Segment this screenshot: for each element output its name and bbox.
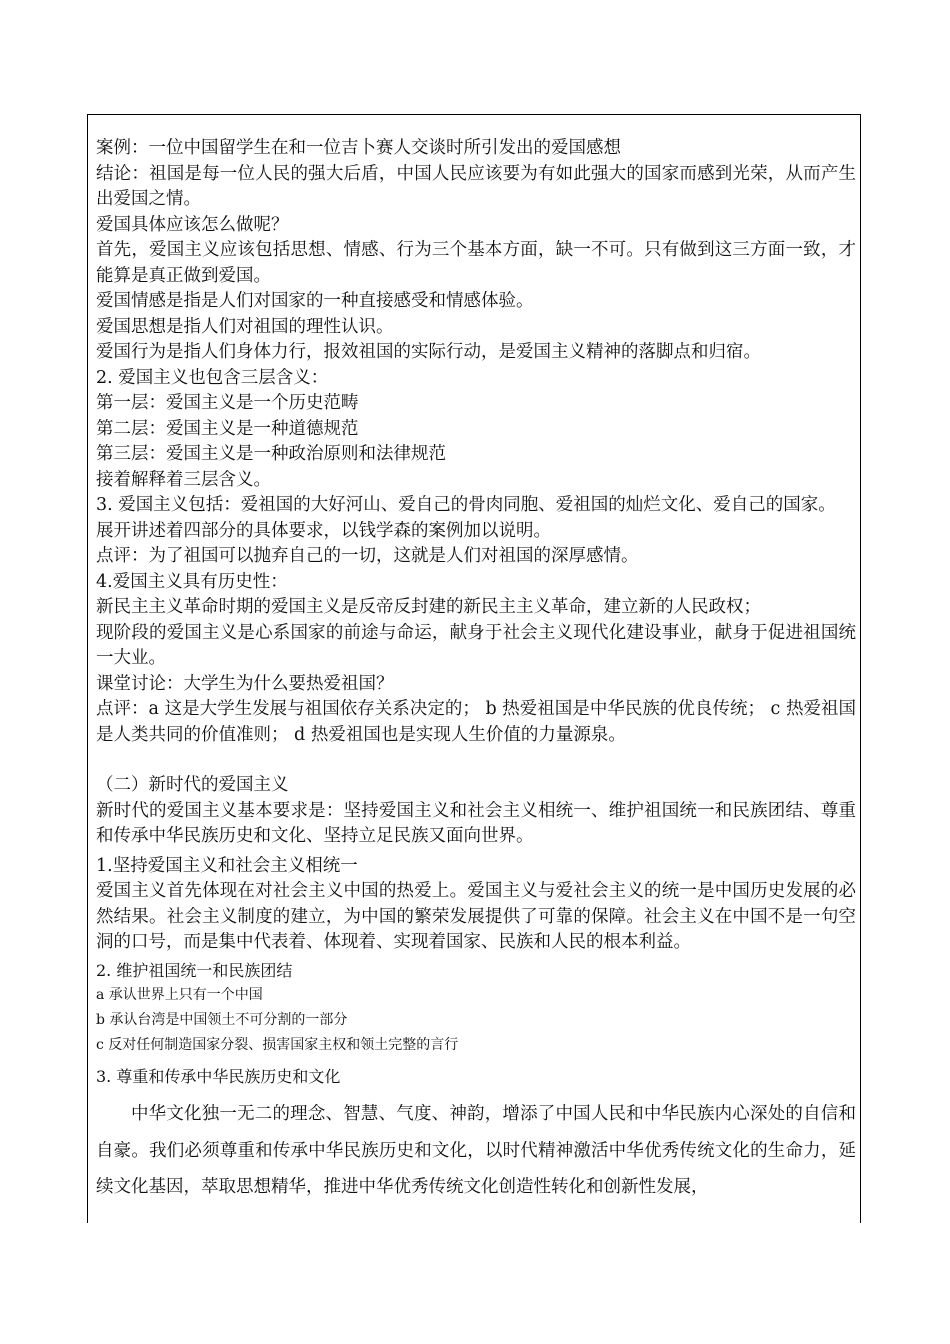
blank-line [96, 748, 856, 773]
expand-line: 展开讲述着四部分的具体要求，以钱学森的案例加以说明。 [96, 520, 551, 541]
item-3-body: 中华文化独一无二的理念、智慧、气度、神韵，增添了中国人民和中华民族内心深处的自信和自豪。我们必须尊重和传承中华民族历史和文化，以时代精神激活中华优秀传统文化的生命力，延续文化基因，萃取思想精华，推进中华优秀传统文化创造性转化和创新性发展， [96, 1104, 856, 1197]
explain-line: 接着解释着三层含义。 [96, 469, 271, 490]
first-point-paragraph: 首先，爱国主义应该包括思想、情感、行为三个基本方面，缺一不可。只有做到这三方面一致，才能算是真正做到爱国。 [96, 240, 856, 286]
item-1-title: 1.坚持爱国主义和社会主义相统一 [96, 855, 358, 876]
new-democratic-line: 新民主主义革命时期的爱国主义是反帝反封建的新民主主义革命，建立新的人民政权； [96, 597, 761, 617]
item-3-title: 3. 尊重和传承中华民族历史和文化 [96, 1067, 341, 1086]
point-3-paragraph: 3. 爱国主义包括：爱祖国的大好河山、爱自己的骨肉同胞、爱祖国的灿烂文化、爱自己的国家。 [96, 495, 836, 515]
layer-1-line: 第一层：爱国主义是一个历史范畴 [96, 393, 359, 413]
layer-2-line: 第二层：爱国主义是一种道德规范 [96, 418, 359, 439]
conclusion-paragraph: 结论：祖国是每一位人民的强大后盾，中国人民应该要为有如此强大的国家而感到光荣，从而产生出爱国之情。 [96, 163, 856, 209]
item-2-point-b: b 承认台湾是中国领土不可分割的一部分 [96, 1012, 348, 1028]
current-stage-paragraph: 现阶段的爱国主义是心系国家的前途与命运，献身于社会主义现代化建设事业，献身于促进祖国统一大业。 [96, 622, 856, 668]
point-2-heading: 2. 爱国主义也包含三层含义： [96, 367, 329, 388]
item-1-body: 爱国主义首先体现在对社会主义中国的热爱上。爱国主义与爱社会主义的统一是中国历史发展的必然结果。社会主义制度的建立，为中国的繁荣发展提供了可靠的保障。社会主义在中国不是一句空洞的口号，而是集中代表着、体现着、实现着国家、民族和人民的根本利益。 [96, 881, 856, 952]
item-2-point-c: c 反对任何制造国家分裂、损害国家主权和领土完整的言行 [96, 1037, 459, 1053]
item-2-point-a: a 承认世界上只有一个中国 [96, 987, 263, 1003]
thought-line: 爱国思想是指人们对祖国的理性认识。 [96, 316, 394, 337]
case-line: 案例：一位中国留学生在和一位吉卜赛人交谈时所引发出的爱国感想 [96, 138, 621, 158]
question-line: 爱国具体应该怎么做呢？ [96, 214, 289, 235]
discussion-line: 课堂讨论：大学生为什么要热爱祖国？ [96, 673, 394, 694]
layer-3-line: 第三层：爱国主义是一种政治原则和法律规范 [96, 444, 446, 464]
discussion-comment-paragraph: 点评：a 这是大学生发展与祖国依存关系决定的； b 热爱祖国是中华民族的优良传统； c 热爱祖国是人类共同的价值准则； d 热爱祖国也是实现人生价值的力量源泉。 [96, 699, 856, 745]
document-content [96, 136, 856, 1206]
section-2-title: （二）新时代的爱国主义 [96, 775, 289, 795]
section-2-intro: 新时代的爱国主义基本要求是：坚持爱国主义和社会主义相统一、维护祖国统一和民族团结、尊重和传承中华民族历史和文化、坚持立足民族又面向世界。 [96, 800, 856, 846]
item-2-title: 2. 维护祖国统一和民族团结 [96, 960, 293, 980]
action-line: 爱国行为是指人们身体力行，报效祖国的实际行动，是爱国主义精神的落脚点和归宿。 [96, 342, 761, 362]
emotion-line: 爱国情感是指是人们对国家的一种直接感受和情感体验。 [96, 291, 534, 311]
point-4-heading: 4.爱国主义具有历史性： [96, 571, 288, 592]
comment-line: 点评：为了祖国可以抛弃自己的一切，这就是人们对祖国的深厚感情。 [96, 546, 639, 566]
